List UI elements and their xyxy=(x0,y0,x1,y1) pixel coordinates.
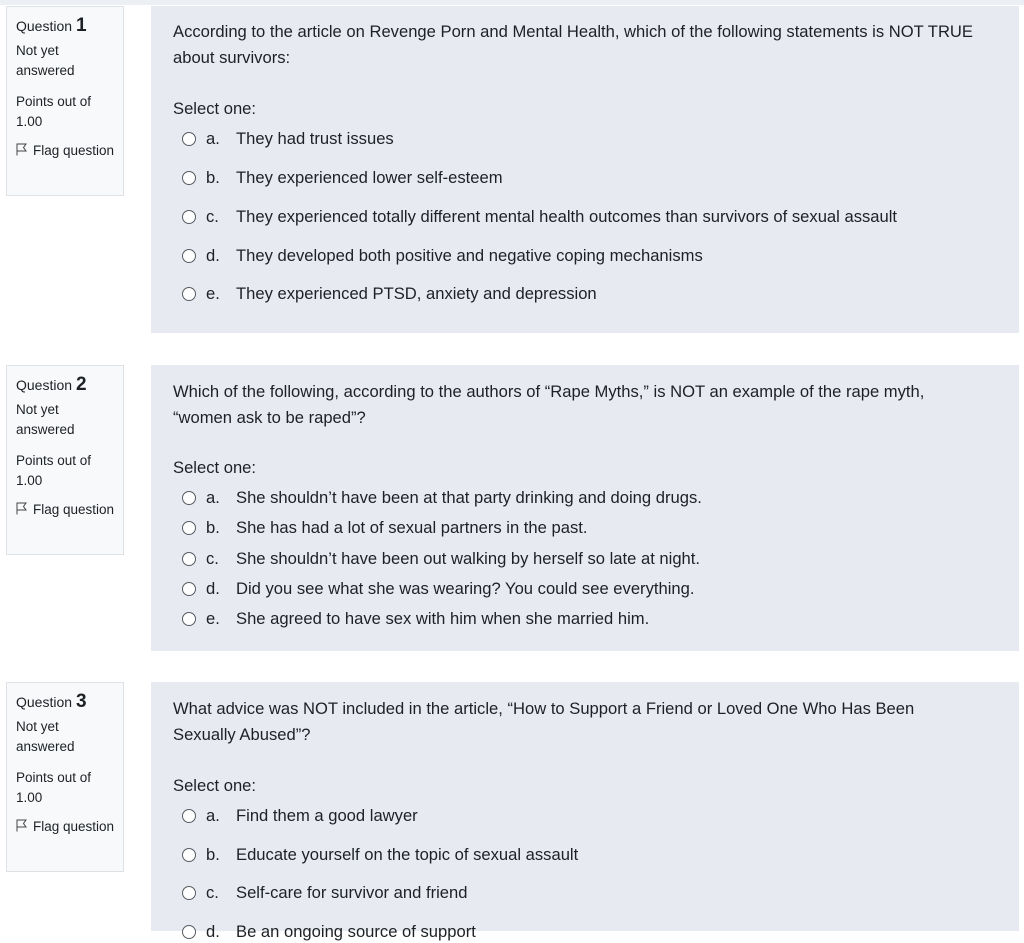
question-info xyxy=(6,682,124,872)
question-state: Not yet answered xyxy=(16,402,75,437)
answer-option-a[interactable] xyxy=(182,805,418,827)
question-grade: Points out of 1.00 xyxy=(16,453,92,488)
option-letter: d. xyxy=(206,246,220,265)
select-one-prompt: Select one: xyxy=(173,776,257,795)
option-letter: b. xyxy=(206,518,220,537)
radio-button[interactable] xyxy=(182,249,196,263)
answer-option-c[interactable] xyxy=(182,206,897,228)
flag-icon[interactable] xyxy=(16,819,27,832)
question-number: Question 3 xyxy=(16,691,87,712)
option-text[interactable]: She shouldn’t have been out walking by herself so late at night. xyxy=(236,549,701,568)
radio-button[interactable] xyxy=(182,848,196,862)
answer-option-c[interactable] xyxy=(182,882,468,904)
question-content xyxy=(151,6,1019,333)
answer-option-e[interactable] xyxy=(182,283,597,305)
flag-icon[interactable] xyxy=(16,143,27,156)
question-state: Not yet answered xyxy=(16,719,75,754)
option-text[interactable]: Find them a good lawyer xyxy=(236,806,418,825)
question-content xyxy=(151,682,1019,941)
answer-option-a[interactable] xyxy=(182,487,702,509)
radio-button[interactable] xyxy=(182,886,196,900)
option-text[interactable]: Be an ongoing source of support xyxy=(236,922,476,941)
option-letter: d. xyxy=(206,922,220,941)
answer-option-d[interactable] xyxy=(182,921,476,943)
question-text: What advice was NOT included in the article, “How to Support a Friend or Loved One Who Has Been Sexually Abused”? xyxy=(173,699,915,744)
question-content xyxy=(151,365,1019,651)
radio-button[interactable] xyxy=(182,132,196,146)
option-text[interactable]: They experienced PTSD, anxiety and depression xyxy=(236,284,597,303)
answer-option-b[interactable] xyxy=(182,517,587,539)
question-grade: Points out of 1.00 xyxy=(16,770,92,805)
flag-label[interactable]: Flag question xyxy=(33,819,115,834)
option-letter: a. xyxy=(206,129,220,148)
option-text[interactable]: They experienced totally different mental health outcomes than survivors of sexual assault xyxy=(236,207,898,226)
answer-option-a[interactable] xyxy=(182,128,394,150)
option-text[interactable]: They experienced lower self-esteem xyxy=(236,168,503,187)
answer-option-b[interactable] xyxy=(182,167,503,189)
question-text: According to the article on Revenge Porn and Mental Health, which of the following statements is NOT TRUE about survivors: xyxy=(173,22,973,67)
option-text[interactable]: They had trust issues xyxy=(236,129,394,148)
question-grade: Points out of 1.00 xyxy=(16,94,92,129)
question-info xyxy=(6,365,124,555)
radio-button[interactable] xyxy=(182,210,196,224)
answer-option-c[interactable] xyxy=(182,548,700,570)
question-number: Question 2 xyxy=(16,374,87,395)
radio-button[interactable] xyxy=(182,521,196,535)
option-letter: b. xyxy=(206,845,220,864)
option-text[interactable]: Self-care for survivor and friend xyxy=(236,883,468,902)
option-text[interactable]: Did you see what she was wearing? You could see everything. xyxy=(236,579,695,598)
option-letter: e. xyxy=(206,284,220,303)
option-text[interactable]: They developed both positive and negative coping mechanisms xyxy=(236,246,703,265)
answer-option-d[interactable] xyxy=(182,578,694,600)
option-letter: a. xyxy=(206,488,220,507)
radio-button[interactable] xyxy=(182,925,196,939)
option-text[interactable]: She agreed to have sex with him when she married him. xyxy=(236,609,650,628)
option-letter: c. xyxy=(206,883,219,902)
select-one-prompt: Select one: xyxy=(173,99,257,118)
top-strip xyxy=(0,0,1024,5)
option-text[interactable]: She has had a lot of sexual partners in the past. xyxy=(236,518,588,537)
question-state: Not yet answered xyxy=(16,43,75,78)
flag-icon[interactable] xyxy=(16,502,27,515)
radio-button[interactable] xyxy=(182,491,196,505)
answer-option-e[interactable] xyxy=(182,608,649,630)
option-letter: d. xyxy=(206,579,220,598)
option-letter: a. xyxy=(206,806,220,825)
question-info xyxy=(6,6,124,196)
flag-question-link[interactable] xyxy=(16,141,115,161)
question-number: Question 1 xyxy=(16,15,87,36)
option-letter: b. xyxy=(206,168,220,187)
option-text[interactable]: Educate yourself on the topic of sexual assault xyxy=(236,845,579,864)
flag-question-link[interactable] xyxy=(16,817,115,837)
radio-button[interactable] xyxy=(182,552,196,566)
radio-button[interactable] xyxy=(182,809,196,823)
flag-question-link[interactable] xyxy=(16,500,115,520)
radio-button[interactable] xyxy=(182,287,196,301)
option-letter: e. xyxy=(206,609,220,628)
question-text: Which of the following, according to the authors of “Rape Myths,” is NOT an example of the rape myth, “women ask to be raped”? xyxy=(173,382,925,427)
radio-button[interactable] xyxy=(182,612,196,626)
radio-button[interactable] xyxy=(182,171,196,185)
answer-option-b[interactable] xyxy=(182,844,578,866)
option-text[interactable]: She shouldn’t have been at that party drinking and doing drugs. xyxy=(236,488,702,507)
flag-label[interactable]: Flag question xyxy=(33,143,115,158)
answer-option-d[interactable] xyxy=(182,245,703,267)
flag-label[interactable]: Flag question xyxy=(33,502,115,517)
option-letter: c. xyxy=(206,207,219,226)
radio-button[interactable] xyxy=(182,582,196,596)
option-letter: c. xyxy=(206,549,219,568)
select-one-prompt: Select one: xyxy=(173,458,257,477)
